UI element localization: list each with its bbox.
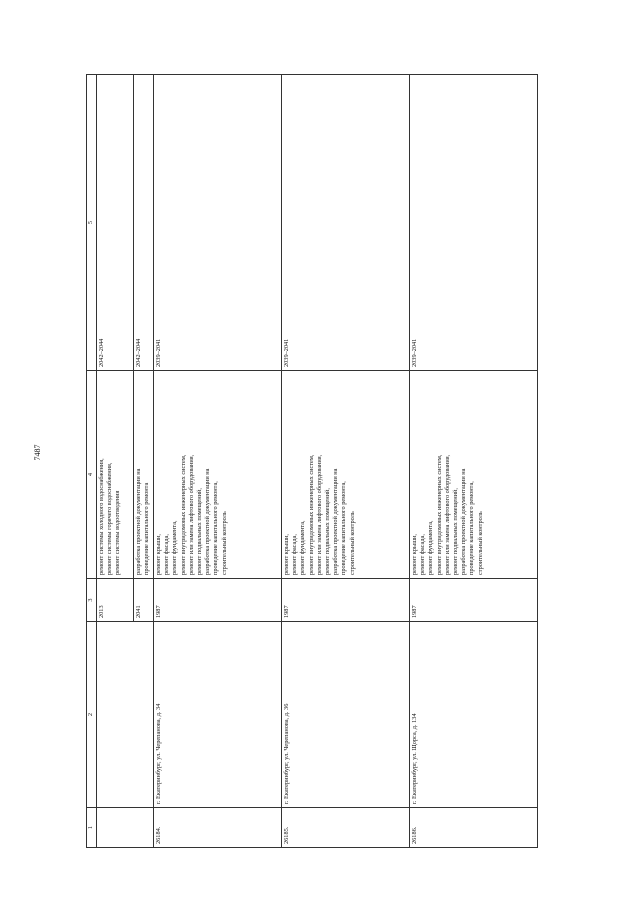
table-row (154, 75, 282, 848)
work-item: ремонт фасада, (163, 534, 171, 575)
work-item: проведение капитального ремонта, (468, 481, 476, 575)
year-cell: 1987 (410, 579, 538, 622)
work-item: ремонт или замена лифтового оборудования, (315, 454, 323, 575)
header-col-5: 5 (87, 75, 97, 371)
work-item: ремонт или замена лифтового оборудования, (443, 454, 451, 575)
work-item: ремонт подвальных помещений, (196, 488, 204, 575)
year-cell: 1987 (282, 579, 410, 622)
table-header-row (87, 75, 97, 848)
table-row (97, 75, 134, 848)
work-item: ремонт фундамента, (299, 520, 307, 575)
work-item: разработка проектной документации на (332, 468, 340, 575)
work-item: строительный контроль (476, 511, 484, 575)
address-cell: г. Екатеринбург, ул. Щорса, д. 134 (410, 622, 538, 808)
work-item: строительный контроль (220, 511, 228, 575)
work-item: ремонт крыши, (155, 533, 162, 575)
work-item: ремонт фундамента, (427, 520, 435, 575)
address-cell: г. Екатеринбург, ул. Черепанова, д. 36 (282, 622, 410, 808)
work-item: ремонт внутридомовых инженерных систем, (179, 454, 187, 575)
work-item: ремонт крыши, (411, 533, 418, 575)
work-item: разработка проектной документации на (135, 468, 142, 575)
address-cell: г. Екатеринбург, ул. Черепанова, д. 34 (154, 622, 282, 808)
table-body (97, 75, 538, 848)
repair-schedule-table (86, 74, 538, 848)
year-cell: 2013 (97, 579, 134, 622)
work-item: ремонт фасада, (419, 534, 427, 575)
page-number: 7487 (33, 444, 42, 461)
work-item: ремонт или замена лифтового оборудования, (187, 454, 195, 575)
year-cell: 1987 (154, 579, 282, 622)
work-item: ремонт системы водоотведения (114, 490, 122, 575)
row-number-cell: 26185. (282, 808, 410, 848)
work-item: ремонт системы горячего водоснабжения, (106, 462, 114, 575)
rotated-table-container (86, 75, 532, 848)
work-item: ремонт фундамента, (171, 520, 179, 575)
work-item: строительный контроль (348, 511, 356, 575)
period-cell: 2039–2041 (410, 75, 538, 371)
work-item: проведение капитального ремонта, (212, 481, 220, 575)
works-cell (97, 371, 134, 579)
works-cell (154, 371, 282, 579)
header-col-4: 4 (87, 371, 97, 579)
work-item: проведение капитального ремонта (143, 482, 151, 575)
work-item: разработка проектной документации на (460, 468, 468, 575)
work-item: разработка проектной документации на (204, 468, 212, 575)
work-item: проведение капитального ремонта, (340, 481, 348, 575)
works-cell (282, 371, 410, 579)
period-cell: 2042–2044 (134, 75, 154, 371)
address-cell (97, 622, 154, 808)
table-row (282, 75, 410, 848)
row-number-cell: 26184. (154, 808, 282, 848)
work-item: ремонт подвальных помещений, (324, 488, 332, 575)
work-item: ремонт системы холодного водоснабжения, (98, 458, 105, 575)
works-cell (134, 371, 154, 579)
period-cell: 2039–2041 (154, 75, 282, 371)
table-row (410, 75, 538, 848)
header-col-1: 1 (87, 808, 97, 848)
work-item: ремонт фасада, (291, 534, 299, 575)
work-item: ремонт внутридомовых инженерных систем, (435, 454, 443, 575)
works-cell (410, 371, 538, 579)
period-cell: 2039–2041 (282, 75, 410, 371)
row-number-cell (97, 808, 154, 848)
work-item: ремонт крыши, (283, 533, 290, 575)
period-cell: 2042–2044 (97, 75, 134, 371)
work-item: ремонт подвальных помещений, (452, 488, 460, 575)
work-item: ремонт внутридомовых инженерных систем, (307, 454, 315, 575)
header-col-2: 2 (87, 622, 97, 808)
year-cell: 2041 (134, 579, 154, 622)
row-number-cell: 26186. (410, 808, 538, 848)
header-col-3: 3 (87, 579, 97, 622)
